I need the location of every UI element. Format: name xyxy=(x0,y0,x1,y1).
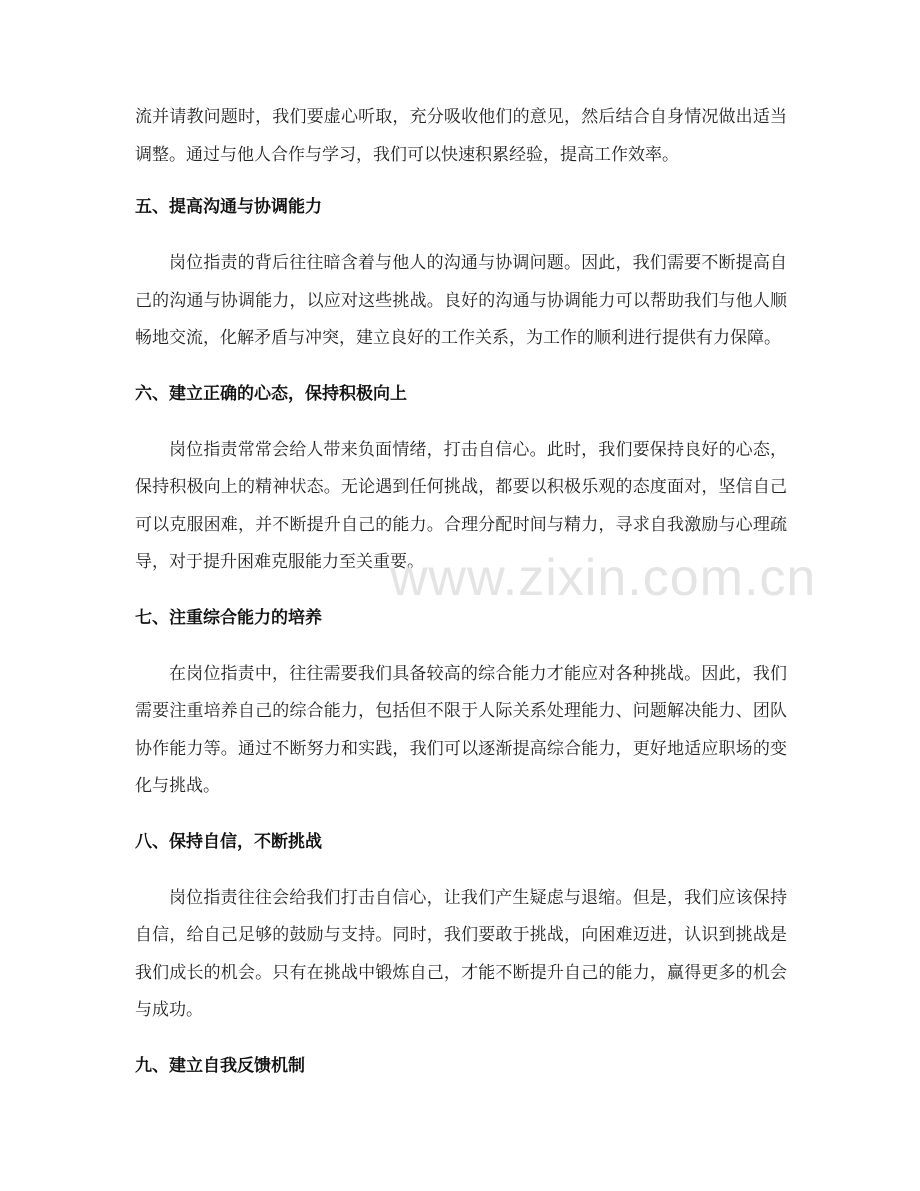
watermark-text: www.zixin.com.cn xyxy=(390,549,817,607)
paragraph-section-7: 在岗位指责中，往往需要我们具备较高的综合能力才能应对各种挑战。因此，我们需要注重培养自己的综合能力，包括但不限于人际关系处理能力、问题解决能力、团队协作能力等。通过不断努力和实践，我们可以逐渐提高综合能力，更好地适应职场的变化与挑战。 xyxy=(135,663,787,796)
heading-section-7: 七、注重综合能力的培养 xyxy=(135,607,322,628)
document-page xyxy=(135,0,787,1081)
heading-section-6: 六、建立正确的心态，保持积极向上 xyxy=(135,383,407,404)
heading-section-9: 九、建立自我反馈机制 xyxy=(135,1055,305,1076)
heading-section-8: 八、保持自信，不断挑战 xyxy=(135,831,322,852)
heading-section-5: 五、提高沟通与协调能力 xyxy=(135,197,322,217)
paragraph-section-8: 岗位指责往往会给我们打击自信心，让我们产生疑虑与退缩。但是，我们应该保持自信，给自己足够的鼓励与支持。同时，我们要敢于挑战，向困难迈进，认识到挑战是我们成长的机会。只有在挑战中锻炼自己，才能不断提升自己的能力，赢得更多的机会与成功。 xyxy=(135,887,787,1020)
paragraph-section-6: 岗位指责常常会给人带来负面情绪，打击自信心。此时，我们要保持良好的心态，保持积极向上的精神状态。无论遇到任何挑战，都要以积极乐观的态度面对，坚信自己可以克服困难，并不断提升自己的能力。合理分配时间与精力，寻求自我激励与心理疏导，对于提升困难克服能力至关重要。 xyxy=(135,439,787,572)
paragraph-intro-continued: 流并请教问题时，我们要虚心听取，充分吸收他们的意见，然后结合自身情况做出适当调整。通过与他人合作与学习，我们可以快速积累经验，提高工作效率。 xyxy=(135,107,787,165)
paragraph-section-5: 岗位指责的背后往往暗含着与他人的沟通与协调问题。因此，我们需要不断提高自己的沟通与协调能力，以应对这些挑战。良好的沟通与协调能力可以帮助我们与他人顺畅地交流，化解矛盾与冲突，建立良好的工作关系，为工作的顺利进行提供有力保障。 xyxy=(135,253,787,348)
